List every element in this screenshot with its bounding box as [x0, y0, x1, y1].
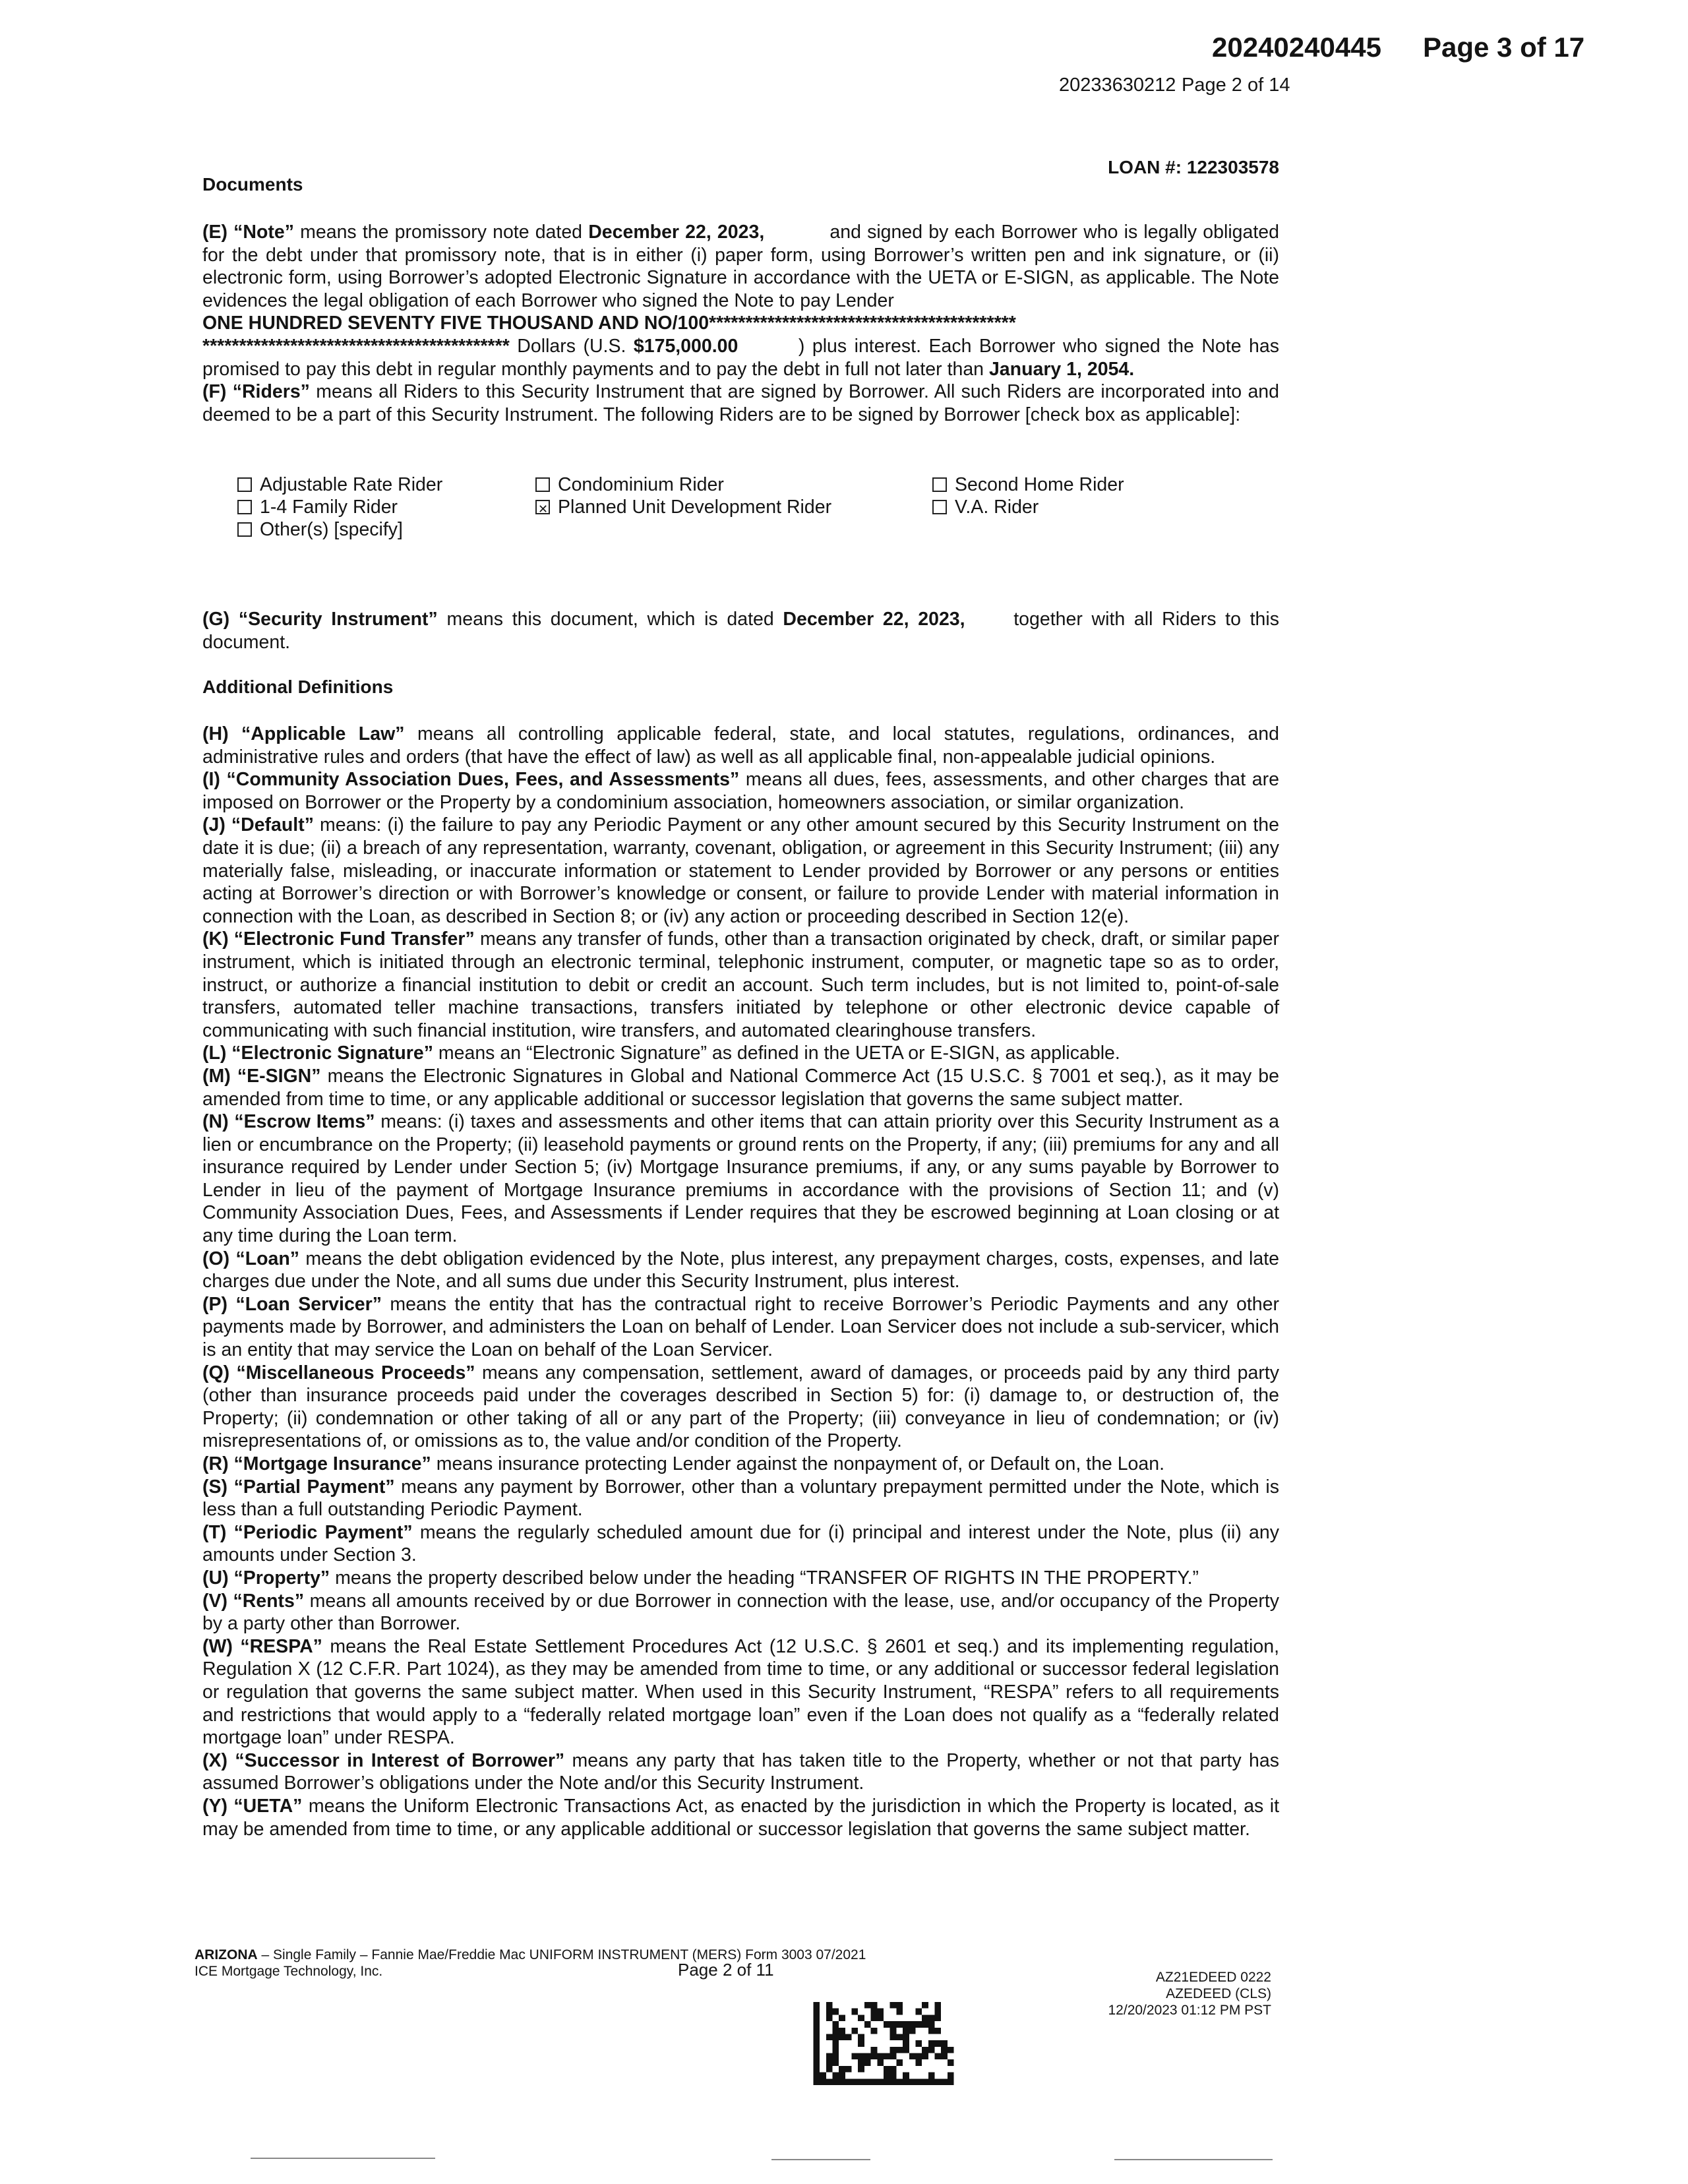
scan-artifact — [1114, 2159, 1273, 2160]
barcode-icon — [811, 2002, 956, 2085]
definition-term: (V) “Rents” — [202, 1590, 305, 1612]
definition-term: (X) “Successor in Interest of Borrower” — [202, 1749, 565, 1771]
definition-text: means the Electronic Signatures in Global and National Commerce Act (15 U.S.C. § 7001 et seq.), as it may be amended from time to time, or any applicable additional or successor legislation that governs the same subject matter. — [202, 1065, 1279, 1110]
documents-heading: Documents — [202, 174, 303, 195]
checkbox-icon — [535, 477, 550, 492]
definitions-list — [202, 723, 1279, 1840]
definition-term: (W) “RESPA” — [202, 1635, 322, 1657]
checkbox-icon — [237, 522, 252, 537]
definition-text: means the Real Estate Settlement Procedures Act (12 U.S.C. § 2601 et seq.) and its implementing regulation, Regulation X (12 C.F.R. Part 1024), as they may be amended from time to time, or any additional or successor federal legislation or regulation that governs the same subject matter. When used in this Security Instrument, “RESPA” refers to all requirements and restrictions that would apply to a “federally related mortgage loan” even if the Loan does not qualify as a “federally related mortgage loan” under RESPA. — [202, 1635, 1279, 1749]
checkbox-icon — [237, 500, 252, 514]
definition-item — [202, 1110, 1279, 1248]
definition-term: (H) “Applicable Law” — [202, 723, 405, 744]
definition-item — [202, 1248, 1279, 1293]
rider-condominium[interactable]: Condominium Rider — [535, 473, 724, 496]
definition-item — [202, 1065, 1279, 1110]
sub-recording-number: 20233630212 — [1059, 75, 1176, 96]
definition-term: (R) “Mortgage Insurance” — [202, 1453, 431, 1474]
checked-checkbox-icon — [535, 500, 550, 514]
definition-item — [202, 1453, 1279, 1476]
loan-amount-words: ONE HUNDRED SEVENTY FIVE THOUSAND AND NO/100****************************************** — [202, 313, 1016, 334]
definition-item — [202, 723, 1279, 768]
definition-text: means the regularly scheduled amount due for (i) principal and interest under the Note, plus (ii) any amounts under Section 3. — [202, 1521, 1280, 1566]
definition-term: (N) “Escrow Items” — [202, 1111, 375, 1133]
form-codes: AZ21EDEED 0222 AZEDEED (CLS) 12/20/2023 01:12 PM PST — [1108, 1970, 1271, 2018]
form-footer: ARIZONA – Single Family – Fannie Mae/Freddie Mac UNIFORM INSTRUMENT (MERS) Form 3003 07/2021 ICE Mortgage Technology, Inc. — [195, 1947, 866, 1979]
definition-term: (S) “Partial Payment” — [202, 1476, 395, 1498]
definition-text: means any party that has taken title to the Property, whether or not that party has assumed Borrower’s obligations under the Note and/or this Security Instrument. — [202, 1749, 1279, 1794]
definition-item — [202, 1293, 1279, 1362]
definition-text: means any compensation, settlement, award of damages, or proceeds paid by any third party (other than insurance proceeds paid under the coverages described in Section 5) for: (i) damage to, or destruction of, the Property; (ii) condemnation or other taking of all or any part of the Property; (iii) conveyance in lieu of condemnation; or (iv) misrepresentations of, or omissions as to, the value and/or condition of the Property. — [202, 1362, 1279, 1452]
checkbox-icon — [932, 500, 947, 514]
checkbox-icon — [237, 477, 252, 492]
scan-artifact — [771, 2159, 870, 2160]
definition-text: means: (i) the failure to pay any Periodic Payment or any other amount secured by this Security Instrument on the date it is due; (ii) a breach of any representation, warranty, covenant, obligation, or agreement in this Security Instrument; (iii) any materially false, misleading, or inaccurate information or statement to Lender provided by Borrower or any persons or entities acting at Borrower’s direction or with Borrower’s knowledge or consent, or failure to provide Lender with material information in connection with the Loan, as described in Section 8; or (iv) any action or proceeding described in Section 12(e). — [202, 814, 1279, 927]
definition-text: means all dues, fees, assessments, and other charges that are imposed on Borrower or the Property by a condominium association, homeowners association, or similar organization. — [202, 769, 1279, 813]
definition-text: means the Uniform Electronic Transactions Act, as enacted by the jurisdiction in which the Property is located, as it may be amended from time to time, or any applicable additional or successor legislation that governs the same subject matter. — [202, 1795, 1279, 1840]
definition-term: (Y) “UETA” — [202, 1795, 303, 1817]
definition-text: means the debt obligation evidenced by the Note, plus interest, any prepayment charges, costs, expenses, and late charges due under the Note, and all sums due under this Security Instrument, plus interest. — [202, 1248, 1279, 1292]
note-definition: (E) “Note” means the promissory note dated December 22, 2023, and signed by each Borrower who is legally obligated for the debt under that promissory note, that is in either (i) paper form, using Borrower’s written pen and ink signature, or (ii) electronic form, using Borrower’s adopted Electronic Signature in accordance with the UETA or E-SIGN, as applicable. The Note evidences the legal obligation of each Borrower who signed the Note to pay Lender ONE HUNDRED SEVENTY FIVE THOUSAND AND NO/100****************************************** ****************************************** Dollars (U.S. $175,000.00 ) plus interest. Each Borrower who signed the Note has promised to pay this debt in regular monthly payments and to pay the debt in full not later than January 1, 2054. (F) “Riders” means all Riders to this Security Instrument that are signed by Borrower. All such Riders are incorporated into and deemed to be a part of this Security Instrument. The following Riders are to be signed by Borrower [check box as applicable]: — [202, 222, 1279, 425]
definition-text: means the entity that has the contractual right to receive Borrower’s Periodic Payments and any other payments made by Borrower, and administers the Loan on behalf of Lender. Loan Servicer does not include a sub-servicer, which is an entity that may service the Loan on behalf of the Loan Servicer. — [202, 1293, 1279, 1361]
definition-term: (U) “Property” — [202, 1567, 330, 1589]
rider-second-home[interactable]: Second Home Rider — [932, 473, 1124, 496]
definition-text: means all controlling applicable federal, state, and local statutes, regulations, ordinances, and administrative rules and orders (that have the effect of law) as well as all applicable final, non-appealable judicial opinions. — [202, 723, 1279, 768]
definition-term: (O) “Loan” — [202, 1248, 300, 1269]
scan-artifact — [251, 2158, 435, 2159]
rider-va[interactable]: V.A. Rider — [932, 496, 1039, 518]
security-instrument-definition: (G) “Security Instrument” means this document, which is dated December 22, 2023, together with all Riders to this document. — [202, 609, 1279, 653]
definition-term: (L) “Electronic Signature” — [202, 1043, 433, 1064]
definition-item — [202, 1362, 1279, 1453]
definition-text: means: (i) taxes and assessments and other items that can attain priority over this Security Instrument as a lien or encumbrance on the Property; (ii) leasehold payments or ground rents on the Property, if any; (iii) premiums for any and all insurance required by Lender under Section 5; (iv) Mortgage Insurance premiums, if any, or any sums payable by Borrower to Lender in lieu of the payment of Mortgage Insurance premiums in accordance with the provisions of Section 11; and (v) Community Association Dues, Fees, and Assessments if Lender requires that they be escrowed beginning at Loan closing or at any time during the Loan term. — [202, 1111, 1279, 1247]
checkbox-icon — [932, 477, 947, 492]
definition-text: means insurance protecting Lender against the nonpayment of, or Default on, the Loan. — [431, 1453, 1165, 1474]
definition-item — [202, 928, 1279, 1042]
definition-term: (I) “Community Association Dues, Fees, and Assessments” — [202, 769, 740, 791]
additional-definitions-heading: Additional Definitions — [202, 677, 394, 697]
definition-item — [202, 1476, 1279, 1521]
recording-page: Page 3 of 17 — [1423, 32, 1585, 63]
definition-item — [202, 1567, 1279, 1590]
loan-amount: $175,000.00 — [633, 335, 738, 357]
definition-text: means an “Electronic Signature” as defined in the UETA or E-SIGN, as applicable. — [433, 1043, 1120, 1064]
definition-text: means all amounts received by or due Borrower in connection with the lease, use, and/or occupancy of the Property by a party other than Borrower. — [202, 1590, 1279, 1635]
definition-term: (P) “Loan Servicer” — [202, 1293, 382, 1315]
definition-term: (M) “E-SIGN” — [202, 1065, 321, 1087]
definition-item — [202, 1635, 1279, 1749]
loan-number: LOAN #: 122303578 — [1108, 157, 1279, 177]
definition-text: means any payment by Borrower, other than a voluntary prepayment permitted under the Note, which is less than a full outstanding Periodic Payment. — [202, 1476, 1279, 1521]
definition-item — [202, 1795, 1279, 1840]
rider-other[interactable]: Other(s) [specify] — [237, 518, 403, 541]
definition-item — [202, 1521, 1279, 1567]
rider-adjustable-rate[interactable]: Adjustable Rate Rider — [237, 473, 442, 496]
definition-item — [202, 814, 1279, 928]
definition-item — [202, 768, 1279, 814]
definition-item — [202, 1042, 1279, 1065]
definition-text: means the property described below under the heading “TRANSFER OF RIGHTS IN THE PROPERTY.” — [330, 1567, 1199, 1589]
recording-number: 20240240445 — [1212, 32, 1381, 63]
sub-recording-page: Page 2 of 14 — [1182, 75, 1290, 96]
rider-planned-unit-development[interactable]: ✕ Planned Unit Development Rider — [535, 496, 831, 518]
rider-1-4-family[interactable]: 1-4 Family Rider — [237, 496, 398, 518]
definition-item — [202, 1749, 1279, 1795]
definition-text: means any transfer of funds, other than a transaction originated by check, draft, or similar paper instrument, which is initiated through an electronic terminal, telephonic instrument, computer, or magnetic tape so as to order, instruct, or authorize a financial institution to debit or credit an account. Such term includes, but is not limited to, point-of-sale transfers, automated teller machine transactions, transfers initiated by telephone or other electronic device capable of communicating with such financial institution, wire transfers, and automated clearinghouse transfers. — [202, 928, 1279, 1041]
definition-term: (Q) “Miscellaneous Proceeds” — [202, 1362, 475, 1383]
definition-term: (K) “Electronic Fund Transfer” — [202, 928, 475, 950]
definition-term: (T) “Periodic Payment” — [202, 1521, 413, 1543]
definition-term: (J) “Default” — [202, 814, 314, 836]
definition-item — [202, 1590, 1279, 1635]
form-page-number: Page 2 of 11 — [678, 1960, 774, 1980]
